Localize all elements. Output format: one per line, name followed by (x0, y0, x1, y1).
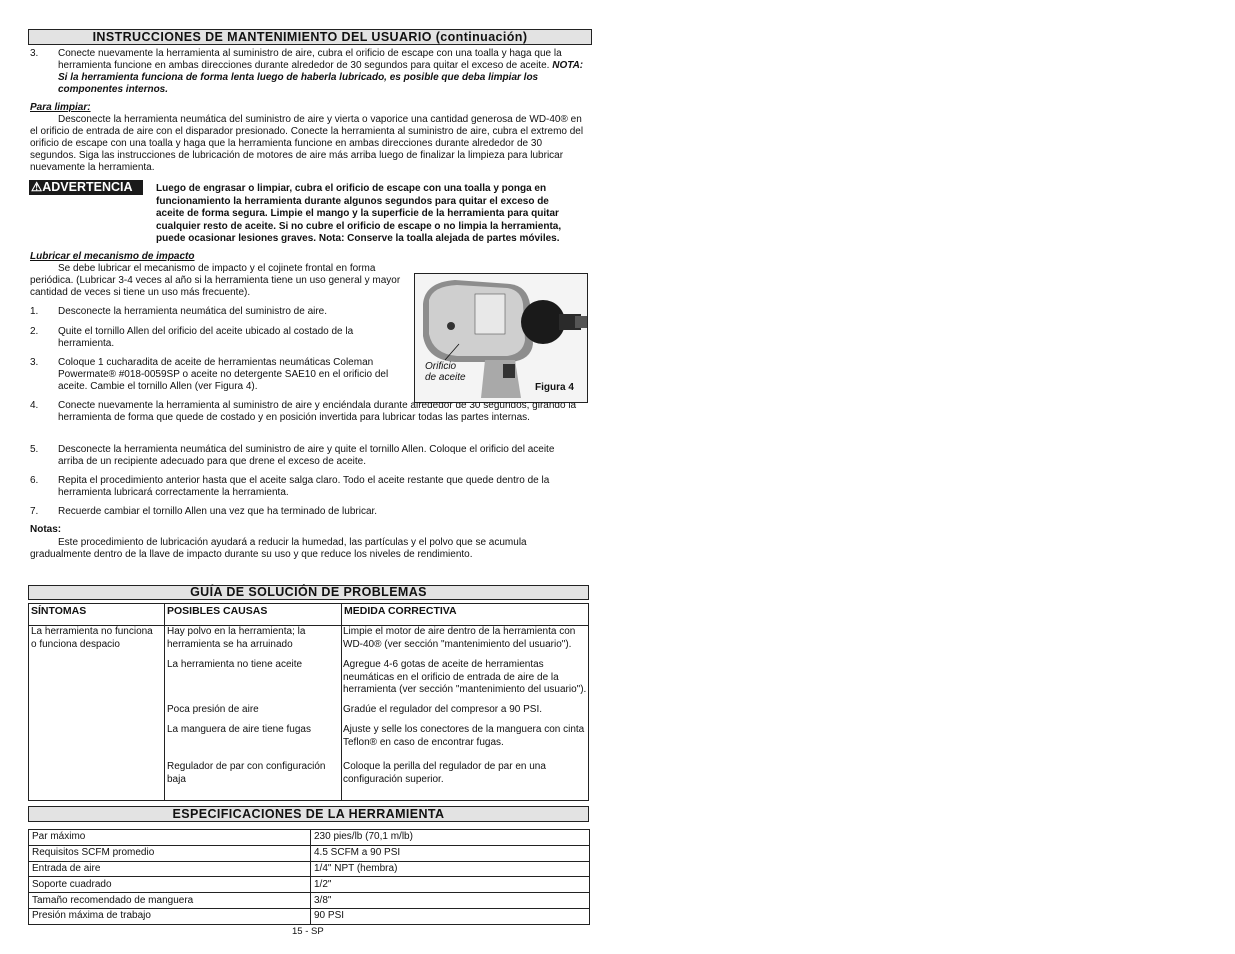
step-text: Desconecte la herramienta neumática del suministro de aire y quite el tornillo Allen. Coloque el orificio del aceite arriba de un recipiente adecuado para que drene el exceso de aceite. (58, 444, 555, 467)
spec-row (29, 908, 590, 924)
cause-cell: La herramienta no tiene aceite (167, 659, 303, 670)
step-text: Coloque 1 cucharadita de aceite de herramientas neumáticas Coleman Powermate® #018-0059SP o aceite no detergente SAE10 en el orificio del aceite. Cambie el tornillo Allen (ver Figura 4). (58, 357, 389, 392)
cause-cell: Poca presión de aire (167, 704, 259, 715)
spec-key: Entrada de aire (29, 861, 311, 877)
spec-row (29, 861, 590, 877)
spec-value: 4.5 SCFM a 90 PSI (311, 845, 590, 861)
spec-value: 230 pies/lb (70,1 m/lb) (311, 830, 590, 846)
cause-cell: Hay polvo en la herramienta; la herramienta se ha arruinado (167, 626, 306, 650)
step-number: 7. (30, 506, 39, 517)
spec-row (29, 830, 590, 846)
figure-label-line2: de aceite (425, 372, 466, 383)
step-number: 6. (30, 475, 39, 486)
spec-row (29, 893, 590, 909)
clean-heading: Para limpiar: (30, 102, 91, 113)
fix-cell: Ajuste y selle los conectores de la manguera con cinta Teflon® en caso de encontrar fugas. (343, 724, 585, 748)
symptom-text: La herramienta no funciona o funciona despacio (31, 626, 153, 650)
notes-text: Este procedimiento de lubricación ayudará a reducir la humedad, las partículas y el polvo que se acumula gradualmente dentro de la llave de impacto durante su uso y que reduce los niveles de rendimiento. (30, 537, 527, 560)
step-text: Recuerde cambiar el tornillo Allen una vez que ha terminado de lubricar. (58, 506, 378, 517)
notes-heading: Notas: (30, 524, 62, 535)
figure-caption: Figura 4 (535, 382, 574, 393)
step-text: Quite el tornillo Allen del orificio del aceite ubicado al costado de la herramienta. (58, 326, 354, 349)
fix-cell: Gradúe el regulador del compresor a 90 PSI. (343, 704, 542, 715)
impact-heading: Lubricar el mecanismo de impacto (30, 251, 195, 262)
step-number: 4. (30, 400, 39, 411)
maintenance-title: INSTRUCCIONES DE MANTENIMIENTO DEL USUARIO (continuación) (28, 29, 592, 45)
step-text: Conecte nuevamente la herramienta al suministro de aire y enciéndala durante alrededor de 30 segundos, girando la herramienta de forma que quede de costado y en posición invertida para lubricar todas las partes internas. (58, 400, 577, 423)
step-text: Desconecte la herramienta neumática del suministro de aire. (58, 306, 328, 317)
step3-text (58, 48, 588, 96)
spec-key: Par máximo (29, 830, 311, 846)
step-number: 1. (30, 306, 39, 317)
spec-row (29, 877, 590, 893)
spec-key: Presión máxima de trabajo (29, 908, 311, 924)
header-symptoms: SÍNTOMAS (31, 605, 87, 617)
warning-label-box (29, 180, 143, 195)
fix-cell: Limpie el motor de aire dentro de la herramienta con WD-40® (ver sección "mantenimiento del usuario"). (343, 626, 576, 650)
header-fix: MEDIDA CORRECTIVA (344, 605, 457, 617)
step3-note: NOTA: Si la herramienta funciona de forma lenta luego de haberla lubricado, es posible que deba limpiar los componentes internos. (58, 60, 584, 95)
figure-4 (414, 273, 588, 403)
specs-title: ESPECIFICACIONES DE LA HERRAMIENTA (28, 806, 589, 822)
page-number: 15 - SP (292, 926, 324, 937)
spec-value: 3/8" (311, 893, 590, 909)
spec-value: 90 PSI (311, 908, 590, 924)
spec-value: 1/2" (311, 877, 590, 893)
warning-label: ADVERTENCIA (42, 180, 133, 194)
step-text: Repita el procedimiento anterior hasta que el aceite salga claro. Todo el aceite restante que quede dentro de la herramienta lubricará correctamente la herramienta. (58, 475, 550, 498)
spec-value: 1/4" NPT (hembra) (311, 861, 590, 877)
header-causes: POSIBLES CAUSAS (167, 605, 268, 617)
figure-label (425, 361, 466, 383)
step-number: 5. (30, 444, 39, 455)
impact-intro: Se debe lubricar el mecanismo de impacto y el cojinete frontal en forma periódica. (Lubricar 3-4 veces al año si la herramienta tiene un uso general y mayor cantidad de veces si tiene un uso más frecuente). (30, 263, 401, 298)
fix-cell: Agregue 4-6 gotas de aceite de herramientas neumáticas en el orificio de entrada de aire de la herramienta (ver sección "mantenimiento del usuario"). (343, 659, 587, 695)
troubleshooting-title: GUÍA DE SOLUCIÓN DE PROBLEMAS (28, 585, 589, 600)
step-number: 2. (30, 326, 39, 337)
spec-key: Tamaño recomendado de manguera (29, 893, 311, 909)
fix-cell: Coloque la perilla del regulador de par en una configuración superior. (343, 761, 546, 785)
specs-table (28, 829, 590, 925)
clean-text: Desconecte la herramienta neumática del suministro de aire y vierta o vaporice una cantidad generosa de WD-40® en el orificio de entrada de aire con el disparador presionado. Conecte la herramienta al suministro de aire, cubra el extremo del orificio de escape con una toalla y haga que la herramienta funcione en ambas direcciones durante alrededor de 30 segundos. Siga las instrucciones de lubricación de motores de aire más arriba luego de finalizar la limpieza para lubricar nuevamente la herramienta. (30, 114, 584, 173)
cause-cell: La manguera de aire tiene fugas (167, 724, 311, 735)
warning-triangle-icon: ⚠ (31, 180, 43, 194)
warning-text: Luego de engrasar o limpiar, cubra el orificio de escape con una toalla y ponga en funcionamiento la herramienta durante algunos segundos para quitar el exceso de aceite de forma segura. Limpie el mango y la superficie de la herramienta para quitar cualquier resto de aceite. Si no cubre el orificio de escape o no limpia la herramienta, puede ocasionar lesiones graves. Nota: Conserve la toalla alejada de partes móviles. (156, 183, 562, 244)
cause-cell: Regulador de par con configuración baja (167, 761, 326, 785)
spec-key: Requisitos SCFM promedio (29, 845, 311, 861)
step3-number: 3. (30, 48, 39, 59)
step3-body: Conecte nuevamente la herramienta al suministro de aire, cubra el orificio de escape con una toalla y haga que la herramienta funcione en ambas direcciones durante alrededor de 30 segundos para quitar el exceso de aceite. (58, 48, 562, 71)
spec-key: Soporte cuadrado (29, 877, 311, 893)
troubleshooting-table (28, 603, 589, 801)
figure-label-line1: Orificio (425, 361, 457, 372)
step-number: 3. (30, 357, 39, 368)
spec-row (29, 845, 590, 861)
